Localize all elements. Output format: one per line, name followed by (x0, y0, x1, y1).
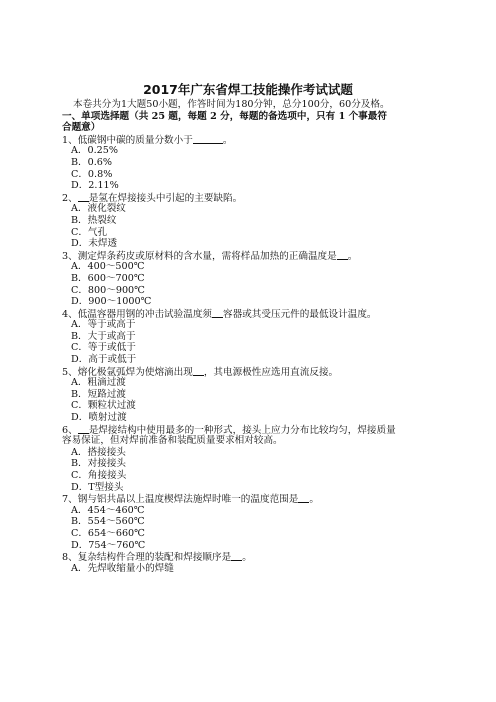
question-stem (62, 366, 442, 378)
answer-blank (298, 493, 309, 503)
question-stem (62, 424, 442, 436)
question-stem (62, 551, 442, 563)
answer-option: C．0.8% (71, 168, 113, 180)
answer-option: D．未焊透 (71, 238, 118, 250)
section-heading-cont: 合题意） (62, 122, 101, 134)
answer-blank (337, 250, 348, 260)
exam-body (62, 99, 442, 574)
answer-option: B．对接接头 (71, 458, 127, 470)
answer-option: C．等于或低于 (71, 342, 136, 354)
answer-option: B．600～700℃ (71, 272, 145, 284)
answer-option: C．气孔 (71, 226, 108, 238)
answer-option: A．搭接接头 (71, 446, 126, 458)
question-4 (62, 308, 442, 366)
question-text: 。 (347, 250, 358, 262)
question-8 (62, 551, 442, 574)
question-text: 1、低碳钢中碳的质量分数小于 (62, 134, 193, 146)
question-stem (62, 250, 442, 262)
answer-option: A．粗滴过渡 (71, 377, 126, 389)
question-stem (62, 308, 442, 320)
question-list (62, 134, 442, 575)
answer-option: A．先焊收缩量小的焊缝 (71, 562, 174, 574)
question-text: 是焊接结构中使用最多的一种形式，接头上应力分布比较均匀，焊接质量 (88, 424, 396, 436)
question-text: 7、钢与铝共晶以上温度楔焊法施焊时唯一的温度范围是 (62, 494, 299, 506)
question-text: 5、熔化极氩弧焊为使熔滴出现 (62, 366, 193, 378)
question-text: 容器或其受压元件的最低设计温度。 (223, 308, 377, 320)
answer-blank (78, 192, 89, 202)
answer-option: A．400～500℃ (71, 261, 145, 273)
answer-blank (212, 308, 223, 318)
answer-blank (193, 366, 204, 376)
answer-option: B．大于或高于 (71, 330, 136, 342)
exam-instructions: 本卷共分为1大题50小题，作答时间为180分钟，总分100分，60分及格。 (73, 99, 390, 110)
question-text: 6、 (62, 424, 78, 436)
answer-option: C．800～900℃ (71, 284, 145, 296)
question-text: 8、复杂结构件合理的装配和焊接顺序是 (62, 552, 232, 564)
answer-option: D．喷射过渡 (71, 412, 127, 424)
question-stem (62, 435, 442, 447)
question-6 (62, 424, 442, 494)
answer-blank (231, 551, 242, 561)
answer-option: C．角接接头 (71, 470, 127, 481)
question-text: 。 (242, 552, 252, 564)
question-5 (62, 366, 442, 424)
question-text: 4、低温容器用钢的冲击试验温度须 (62, 308, 213, 320)
question-7 (62, 493, 442, 551)
question-stem (62, 134, 442, 146)
question-text: ，其电源极性应选用直流反接。 (203, 366, 339, 378)
answer-option: D．754～760℃ (71, 539, 146, 551)
question-2 (62, 192, 442, 250)
exam-title: 2017年广东省焊工技能操作考试试题 (143, 82, 353, 97)
question-stem (62, 493, 442, 505)
answer-option: B．热裂纹 (71, 214, 117, 226)
question-text: 3、测定焊条药皮或原材料的含水量，需将样品加热的正确温度是 (62, 250, 337, 262)
answer-option: B．0.6% (71, 156, 113, 168)
answer-option: C．654～660℃ (71, 527, 145, 539)
answer-option: D．2.11% (71, 180, 119, 192)
answer-option: D．900～1000℃ (71, 296, 152, 308)
answer-option: B．554～560℃ (71, 516, 145, 528)
answer-option: C．颗粒状过渡 (71, 400, 136, 412)
question-text: 2、 (62, 192, 78, 204)
question-stem (62, 192, 442, 204)
answer-blank (193, 134, 223, 144)
answer-option: A．等于或高于 (71, 319, 136, 331)
question-text: 。 (309, 494, 319, 506)
question-text: 容易保证，但对焊前准备和装配质量要求相对较高。 (62, 435, 283, 447)
answer-option: A．454～460℃ (71, 504, 145, 516)
answer-blank (78, 424, 89, 434)
question-3 (62, 250, 442, 308)
section-heading: 一、单项选择题（共 25 题，每题 2 分，每题的备选项中，只有 1 个事最符 (62, 110, 387, 122)
answer-option: D．高于或低于 (71, 354, 137, 366)
answer-option: B．短路过渡 (71, 388, 127, 400)
answer-option: D．T型接头 (71, 481, 124, 493)
answer-option: A．液化裂纹 (71, 203, 126, 215)
question-text: 是氢在焊接接头中引起的主要缺陷。 (88, 192, 243, 204)
question-text: 。 (222, 134, 233, 146)
question-1 (62, 134, 442, 192)
answer-option: A．0.25% (71, 145, 118, 157)
